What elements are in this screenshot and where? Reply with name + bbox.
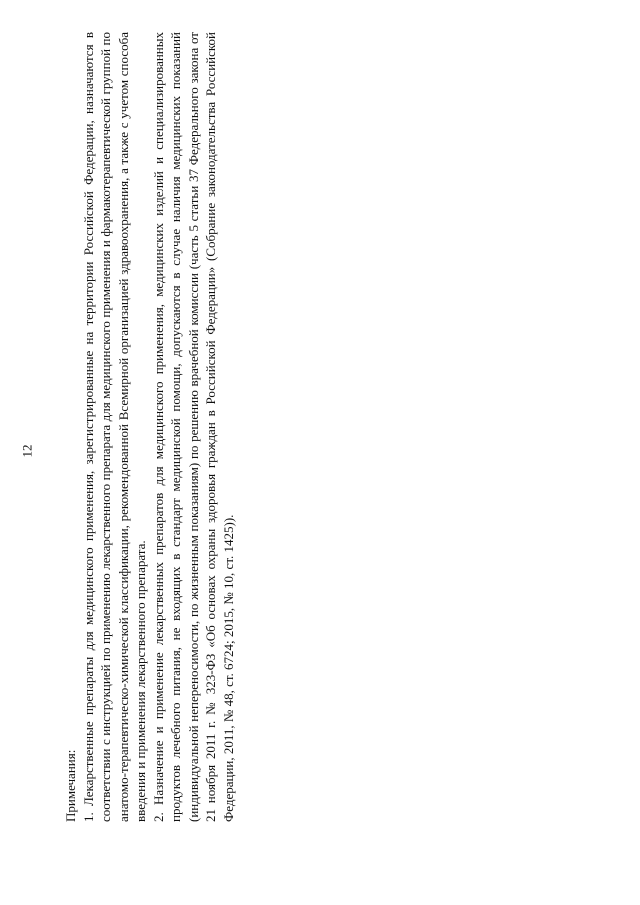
- notes-block: [62, 32, 236, 822]
- notes-heading: Примечания:: [63, 749, 78, 822]
- page-number-text: 12: [19, 444, 35, 458]
- note-item-2: 2. Назначение и применение лекарственных препаратов для медицинского применения, медицинских изделий и специализированных продуктов лечебного питания, не входящих в стандарт медицинской помощи, допускаются в случае наличия медицинских показаний (индивидуальной непереносимости, по жизненным показаниям) по решению врачебной комиссии (часть 5 статьи 37 Федерального закона от 21 ноября 2011 г. № 323-ФЗ «Об основах охраны здоровья граждан в Российской Федерации» (Собрание законодательства Российской Федерации, 2011, № 48, ст. 6724; 2015, № 10, ст. 1425)).: [150, 32, 236, 822]
- note-item-1: 1. Лекарственные препараты для медицинского применения, зарегистрированные на территории Российской Федерации, назначаются в соответствии с инструкцией по применению лекарственного препарата для медицинского применения и фармакотерапевтической группой по анатомо-терапевтическо-химической классификации, рекомендованной Всемирной организацией здравоохранения, а также с учетом способа введения и применения лекарственного препарата.: [80, 32, 148, 822]
- page-number: [19, 440, 40, 462]
